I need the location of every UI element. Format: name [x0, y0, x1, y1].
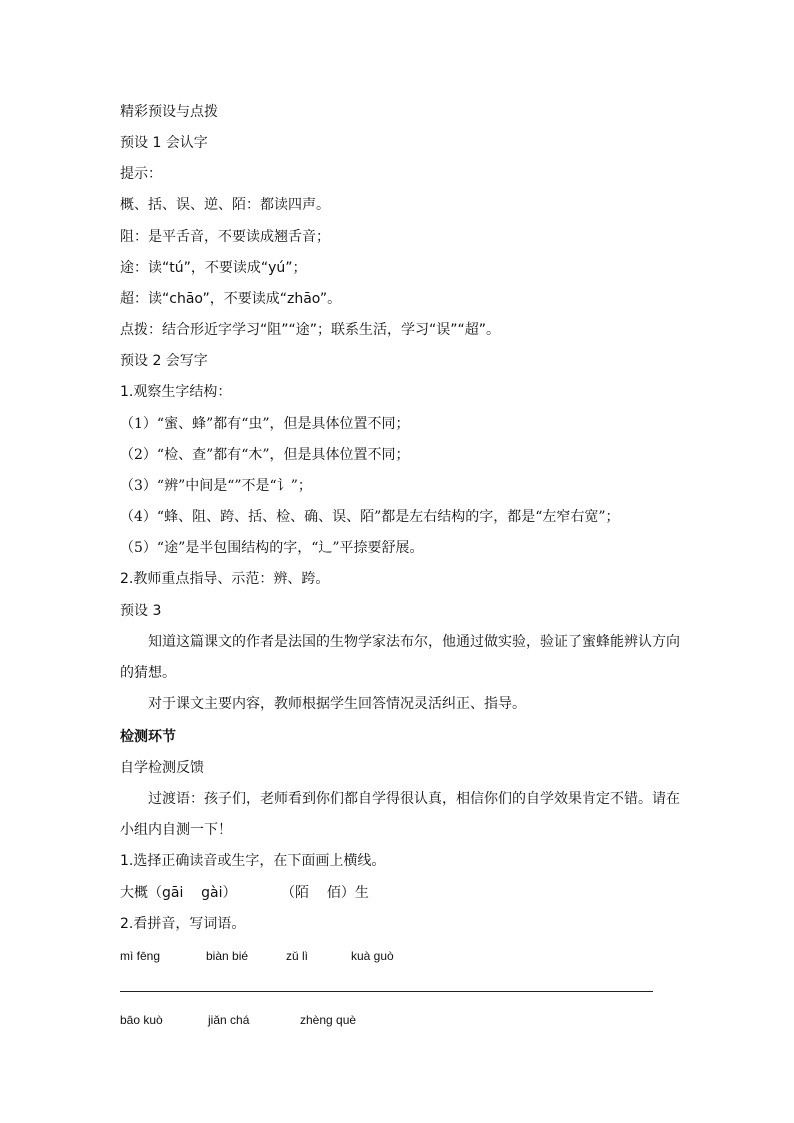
- hint-line-2: 阻：是平舌音，不要读成翘舌音；: [120, 229, 330, 245]
- pinyin-zuli: zǔ lì: [286, 949, 309, 963]
- preset3-paragraph-1a: 知道这篇课文的作者是法国的生物学家法布尔，他通过做实验，验证了蜜蜂能辨认方向: [148, 634, 680, 650]
- pinyin-jiancha: jiǎn chá: [208, 1013, 250, 1027]
- hint-label: 提示：: [120, 166, 162, 182]
- observe-title: 1.观察生字结构：: [120, 384, 232, 400]
- test-heading: 检测环节: [120, 729, 176, 745]
- pinyin-mifeng: mì fēng: [120, 949, 161, 963]
- observe-item: （3）“辨”中间是“”不是“讠”；: [120, 478, 312, 494]
- question-1-title: 1.选择正确读音或生字，在下面画上横线。: [120, 853, 386, 869]
- preset3-title: 预设 3: [120, 603, 162, 619]
- question-1-line: 大概（gāi gài） （陌 佰）生: [120, 885, 369, 901]
- hint-line-1: 概、括、误、逆、陌：都读四声。: [120, 197, 330, 213]
- teacher-guide: 2.教师重点指导、示范：辨、跨。: [120, 571, 330, 587]
- preset3-paragraph-2: 对于课文主要内容，教师根据学生回答情况灵活纠正、指导。: [148, 696, 526, 712]
- observe-item: （4）“蜂、阻、跨、括、检、确、误、陌”都是左右结构的字，都是“左窄右宽”；: [120, 509, 620, 525]
- pinyin-baokuo: bāo kuò: [120, 1013, 163, 1027]
- observe-item: （5）“途”是半包围结构的字，“辶”平捺要舒展。: [120, 540, 424, 556]
- writing-line: [120, 991, 653, 992]
- observe-item: （2）“检、查”都有“木”，但是具体位置不同；: [120, 447, 410, 463]
- pinyin-bianbie: biàn bié: [206, 949, 249, 963]
- question-2-title: 2.看拼音，写词语。: [120, 916, 246, 932]
- guide-text: 点拨：结合形近字学习“阻”“途”；联系生活，学习“误”“超”。: [120, 322, 501, 338]
- hint-line-3: 途：读“tú”，不要读成“yú”；: [120, 260, 307, 276]
- transition-line-1: 过渡语：孩子们，老师看到你们都自学得很认真，相信你们的自学效果肯定不错。请在: [148, 791, 680, 807]
- observe-item: （1）“蜜、蜂”都有“虫”，但是具体位置不同；: [120, 416, 410, 432]
- preset3-paragraph-1b: 的猜想。: [120, 665, 176, 681]
- heading-presets: 精彩预设与点拨: [120, 104, 218, 120]
- pinyin-zhengque: zhèng què: [300, 1013, 357, 1027]
- pinyin-kuaguo: kuà guò: [351, 949, 394, 963]
- preset1-title: 预设 1 会认字: [120, 135, 208, 151]
- hint-line-4: 超：读“chāo”，不要读成“zhāo”。: [120, 291, 342, 307]
- transition-line-2: 小组内自测一下！: [120, 822, 232, 838]
- self-test-title: 自学检测反馈: [120, 760, 204, 776]
- preset2-title: 预设 2 会写字: [120, 353, 208, 369]
